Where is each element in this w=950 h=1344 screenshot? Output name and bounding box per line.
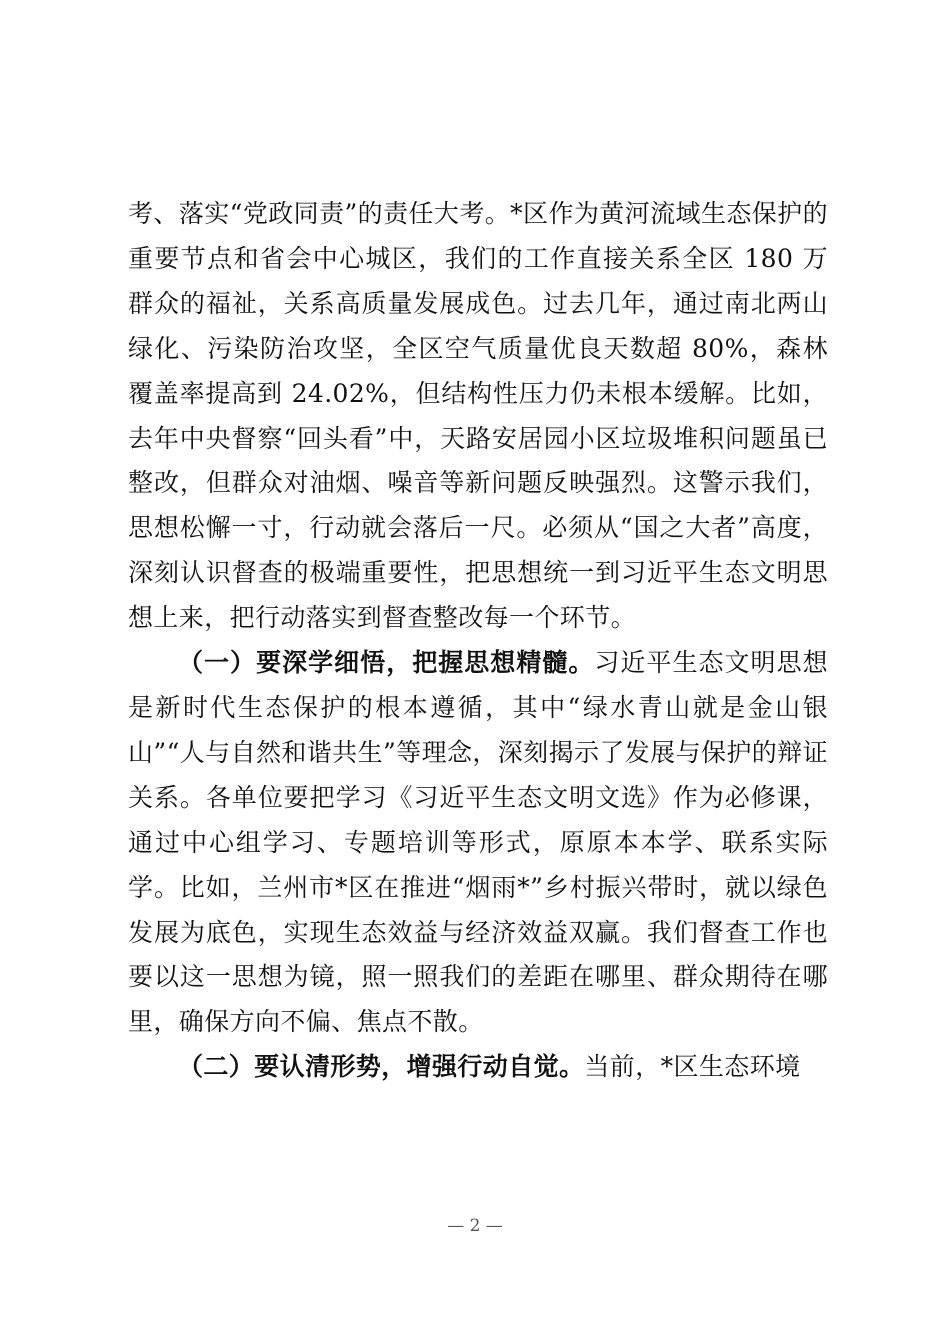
page-number: — 2 — xyxy=(447,1216,503,1236)
paragraph-3 xyxy=(128,1045,828,1090)
paragraph-1-text: 考、落实“党政同责”的责任大考。*区作为黄河流域生态保护的重要节点和省会中心城区，我们的工作直接关系全区 180 万群众的福祉，关系高质量发展成色。过去几年，通过南北两山绿化、污染防治攻坚，全区空气质量优良天数超 80%，森林覆盖率提高到 24.02%，但结构性压力仍未根本缓解。比如，去年中央督察“回头看”中，天路安居园小区垃圾堆积问题虽已整改，但群众对油烟、噪音等新问题反映强烈。这警示我们，思想松懈一寸，行动就会落后一尺。必须从“国之大者”高度，深刻认识督查的极端重要性，把思想统一到习近平生态文明思想上来，把行动落实到督查整改每一个环节。 xyxy=(128,199,828,633)
paragraph-2-text: 习近平生态文明思想是新时代生态保护的根本遵循，其中“绿水青山就是金山银山”“人与自然和谐共生”等理念，深刻揭示了发展与保护的辩证关系。各单位要把学习《习近平生态文明文选》作为必修课，通过中心组学习、专题培训等形式，原原本本学、联系实际学。比如，兰州市*区在推进“烟雨*”乡村振兴带时，就以绿色发展为底色，实现生态效益与经济效益双赢。我们督查工作也要以这一思想为镜，照一照我们的差距在哪里、群众期待在哪里，确保方向不偏、焦点不散。 xyxy=(128,648,829,1037)
paragraph-1 xyxy=(128,192,828,641)
paragraph-2 xyxy=(128,641,828,1045)
section-heading-2: （二）要认清形势，增强行动自觉。 xyxy=(178,1052,585,1082)
document-body xyxy=(128,192,828,1090)
section-heading-1: （一）要深学细悟，把握思想精髓。 xyxy=(178,648,595,678)
paragraph-3-text: 当前，*区生态环境 xyxy=(584,1052,801,1082)
